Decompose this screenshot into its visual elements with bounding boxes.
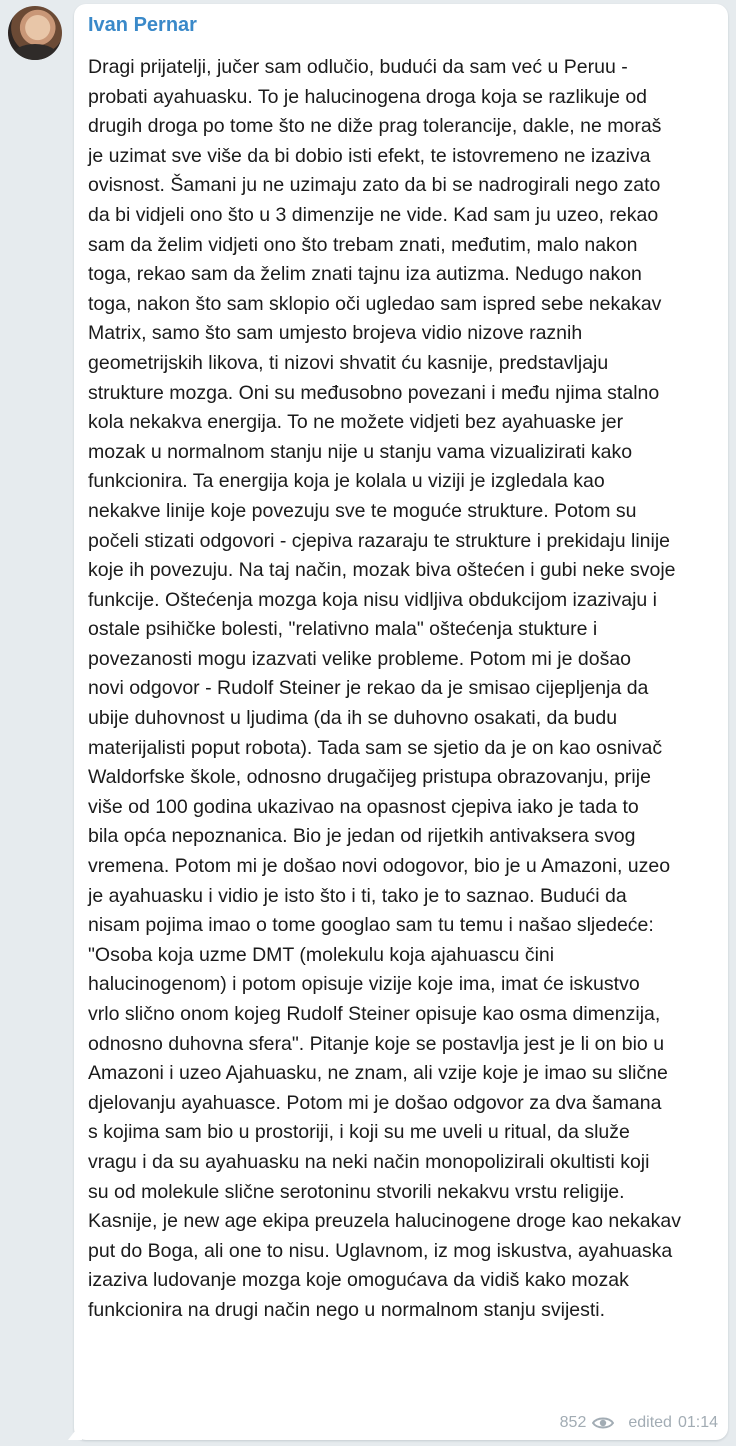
message-line: bila opća nepoznanica. Bio je jedan od rijetkih antivaksera svog (88, 825, 636, 848)
message-line: ovisnost. Šamani ju ne uzimaju zato da bi se nadrogirali nego zato (88, 174, 661, 197)
message-line: Dragi prijatelji, jučer sam odlučio, budući da sam već u Peruu - (88, 56, 628, 78)
message-line: vrlo slično onom kojeg Rudolf Steiner opisuje kao osma dimenzija, (88, 1003, 661, 1025)
message-line: počeli stizati odgovori - cjepiva razaraju te strukture i prekidaju linije (88, 529, 671, 552)
message-line: Amazoni i uzeo Ajahuasku, ne znam, ali vzije koje je imao su slične (88, 1062, 668, 1085)
message-line: halucinogenom) i potom opisuje vizije koje ima, imat će iskustvo (88, 973, 640, 996)
message-line: ubije duhovnost u ljudima (da ih se duhovno osakati, da budu (88, 707, 618, 730)
message-line: nekakve linije koje povezuju sve te moguće strukture. Potom su (88, 499, 637, 522)
message-line: strukture mozga. Oni su međusobno povezani i među njima stalno (88, 381, 660, 404)
message-line: nisam pojima imao o tome googlao sam tu temu i našao sljedeće: (88, 914, 654, 937)
view-count: 852 (559, 1414, 587, 1431)
message-line: funkcionira na drugi način nego u normalnom stanju svijesti. (88, 1298, 606, 1321)
author-avatar[interactable] (8, 6, 62, 60)
message-line: je uzimat sve više da bi dobio isti efekt, te istovremeno ne izaziva (88, 144, 651, 167)
message-line: odnosno duhovna sfera". Pitanje koje se postavlja jest je li on bio u (88, 1032, 665, 1055)
message-line: Matrix, samo što sam umjesto brojeva vidio nizove raznih (88, 322, 583, 345)
message-line: probati ayahuasku. To je halucinogena droga koja se razlikuje od (88, 85, 648, 108)
message-line: vremena. Potom mi je došao novi odogovor, bio je u Amazoni, uzeo (88, 855, 671, 878)
message-line: toga, nakon što sam sklopio oči ugledao sam ispred sebe nekakav (88, 292, 662, 315)
author-name[interactable]: Ivan Pernar (88, 14, 197, 36)
message-line: da bi vidjeli ono što u 3 dimenzije ne vide. Kad sam ju uzeo, rekao (88, 203, 659, 226)
message-line: vragu i da su ayahuasku na neki način monopolizirali okultisti koji (88, 1150, 650, 1173)
message-line: ostale psihičke bolesti, "relativno mala" oštećenja stukture i (88, 618, 598, 641)
message-line: Waldorfske škole, odnosno drugačijeg pristupa obrazovanju, prije (88, 766, 651, 789)
message-line: izaziva ludovanje mozga koje omogućava da vidiš kako mozak (88, 1269, 629, 1292)
message-text (88, 53, 728, 1326)
edited-label: edited (628, 1414, 672, 1431)
message-line: funkcije. Oštećenja mozga koja nisu vidljiva obdukcijom izazivaju i (88, 588, 658, 611)
message-line: put do Boga, ali one to nisu. Uglavnom, iz mog iskustva, ayahuaska (88, 1239, 673, 1262)
message-line: mozak u normalnom stanju nije u stanju vama vizualizirati kako (88, 440, 633, 463)
message-line: drugih droga po tome što ne diže prag tolerancije, dakle, ne moraš (88, 115, 662, 138)
message-line: Kasnije, je new age ekipa preuzela halucinogene droge kao nekakav (88, 1210, 681, 1233)
message-time: 01:14 (677, 1414, 718, 1431)
eye-icon (592, 1416, 614, 1430)
message-line: su od molekule slične serotoninu stvorili nekakvu vrstu religije. (88, 1180, 625, 1203)
message-line: geometrijskih likova, ti nizovi shvatit ću kasnije, predstavljaju (88, 351, 609, 374)
message-line: je ayahuasku i vidio je isto što i ti, tako je to saznao. Budući da (88, 884, 627, 907)
message-line: novi odgovor - Rudolf Steiner je rekao da je smisao cijepljenja da (88, 677, 649, 700)
message-line: s kojima sam bio u prostoriji, i koji su me uveli u ritual, da služe (88, 1121, 630, 1144)
message-line: djelovanju ayahuasce. Potom mi je došao odgovor za dva šamana (88, 1091, 662, 1114)
message-line: sam da želim vidjeti ono što trebam znati, međutim, malo nakon (88, 233, 638, 256)
message-line: materijalisti poput robota). Tada sam se sjetio da je on kao osnivač (88, 736, 663, 759)
message-line: koje ih povezuju. Na taj način, mozak biva oštećen i gubi neke svoje (88, 559, 676, 582)
avatar-shirt (12, 44, 58, 60)
message-line: povezanosti mogu izazvati velike probleme. Potom mi je došao (88, 647, 632, 670)
message-line: funkcionira. Ta energija koja je kolala u viziji je izgledala kao (88, 470, 605, 493)
message-meta (560, 1414, 718, 1432)
message-line: "Osoba koja uzme DMT (molekulu koja ajahuascu čini (88, 943, 555, 966)
message-line: kola nekakva energija. To ne možete vidjeti bez ayahuaske jer (88, 411, 624, 434)
message-line: više od 100 godina ukazivao na opasnost cjepiva iako je tada to (88, 795, 639, 818)
message-line: toga, rekao sam da želim znati tajnu iza autizma. Nedugo nakon (88, 263, 642, 286)
